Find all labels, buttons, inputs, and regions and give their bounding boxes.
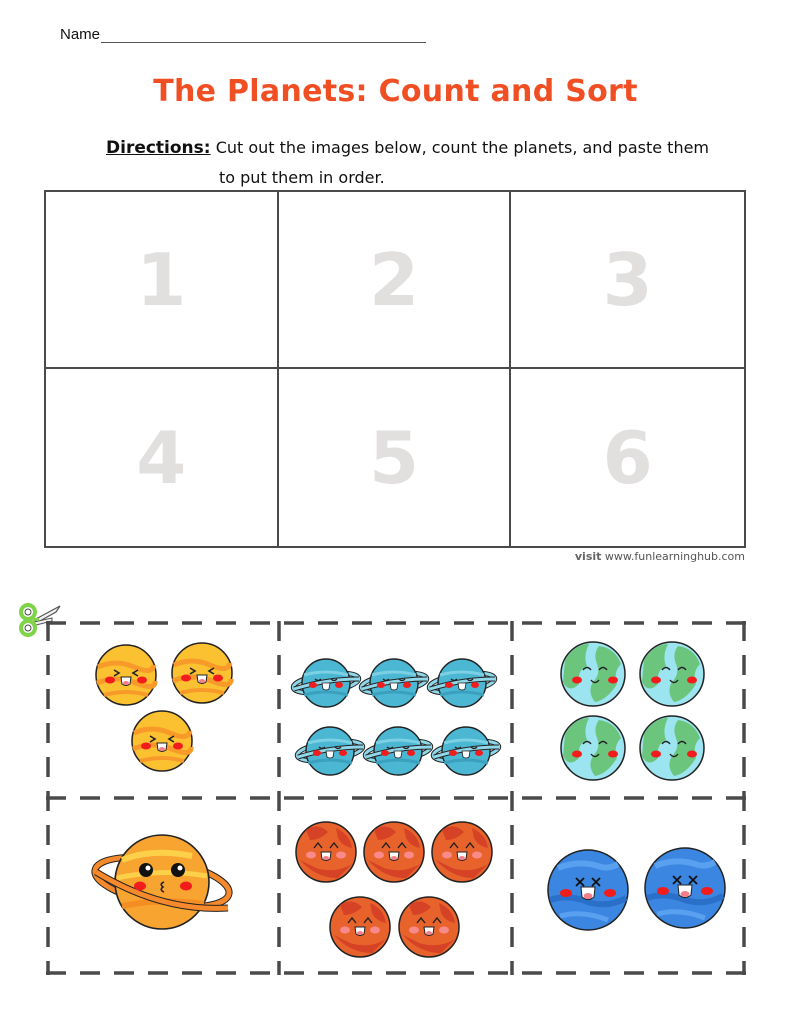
cell-number: 2 <box>368 237 420 322</box>
earth-planet-group <box>512 621 745 798</box>
sort-cell-5[interactable] <box>279 369 512 546</box>
directions <box>106 133 746 193</box>
neptune-planet-group <box>512 798 745 975</box>
cell-number: 3 <box>602 237 653 322</box>
sort-cell-2[interactable] <box>279 192 512 369</box>
sort-grid <box>44 190 746 548</box>
name-label: Name <box>60 26 101 43</box>
cut-card-3-yellow-planets[interactable] <box>46 621 279 798</box>
cut-card-2-neptune-planets[interactable] <box>512 798 745 975</box>
page-title: The Planets: Count and Sort <box>153 74 638 109</box>
cell-number: 5 <box>368 415 420 500</box>
cut-card-1-saturn-planet[interactable] <box>46 798 279 975</box>
credit-prefix: visit <box>574 550 602 563</box>
site-credit <box>575 550 745 563</box>
sort-cell-3[interactable] <box>511 192 744 369</box>
name-field[interactable] <box>60 26 426 43</box>
directions-text-line1: Cut out the images below, count the planets, and paste them <box>215 138 710 157</box>
cell-number: 1 <box>136 237 187 322</box>
cut-out-area <box>46 621 746 975</box>
cut-card-6-uranus-planets[interactable] <box>279 621 512 798</box>
credit-url[interactable]: www.funlearninghub.com <box>604 550 745 563</box>
cell-number: 6 <box>602 415 653 500</box>
sort-cell-1[interactable] <box>46 192 279 369</box>
cut-card-5-mars-planets[interactable] <box>279 798 512 975</box>
yellow-planet-group <box>46 621 279 798</box>
mars-planet-group <box>279 798 512 975</box>
sort-cell-6[interactable] <box>511 369 744 546</box>
cut-card-4-earth-planets[interactable] <box>512 621 745 798</box>
cell-number: 4 <box>136 415 187 500</box>
uranus-planet-group <box>279 621 512 798</box>
directions-label: Directions: <box>106 138 211 158</box>
sort-cell-4[interactable] <box>46 369 279 546</box>
name-line[interactable] <box>101 28 426 43</box>
directions-text-line2: to put them in order. <box>219 168 385 187</box>
saturn-planet <box>46 798 279 975</box>
